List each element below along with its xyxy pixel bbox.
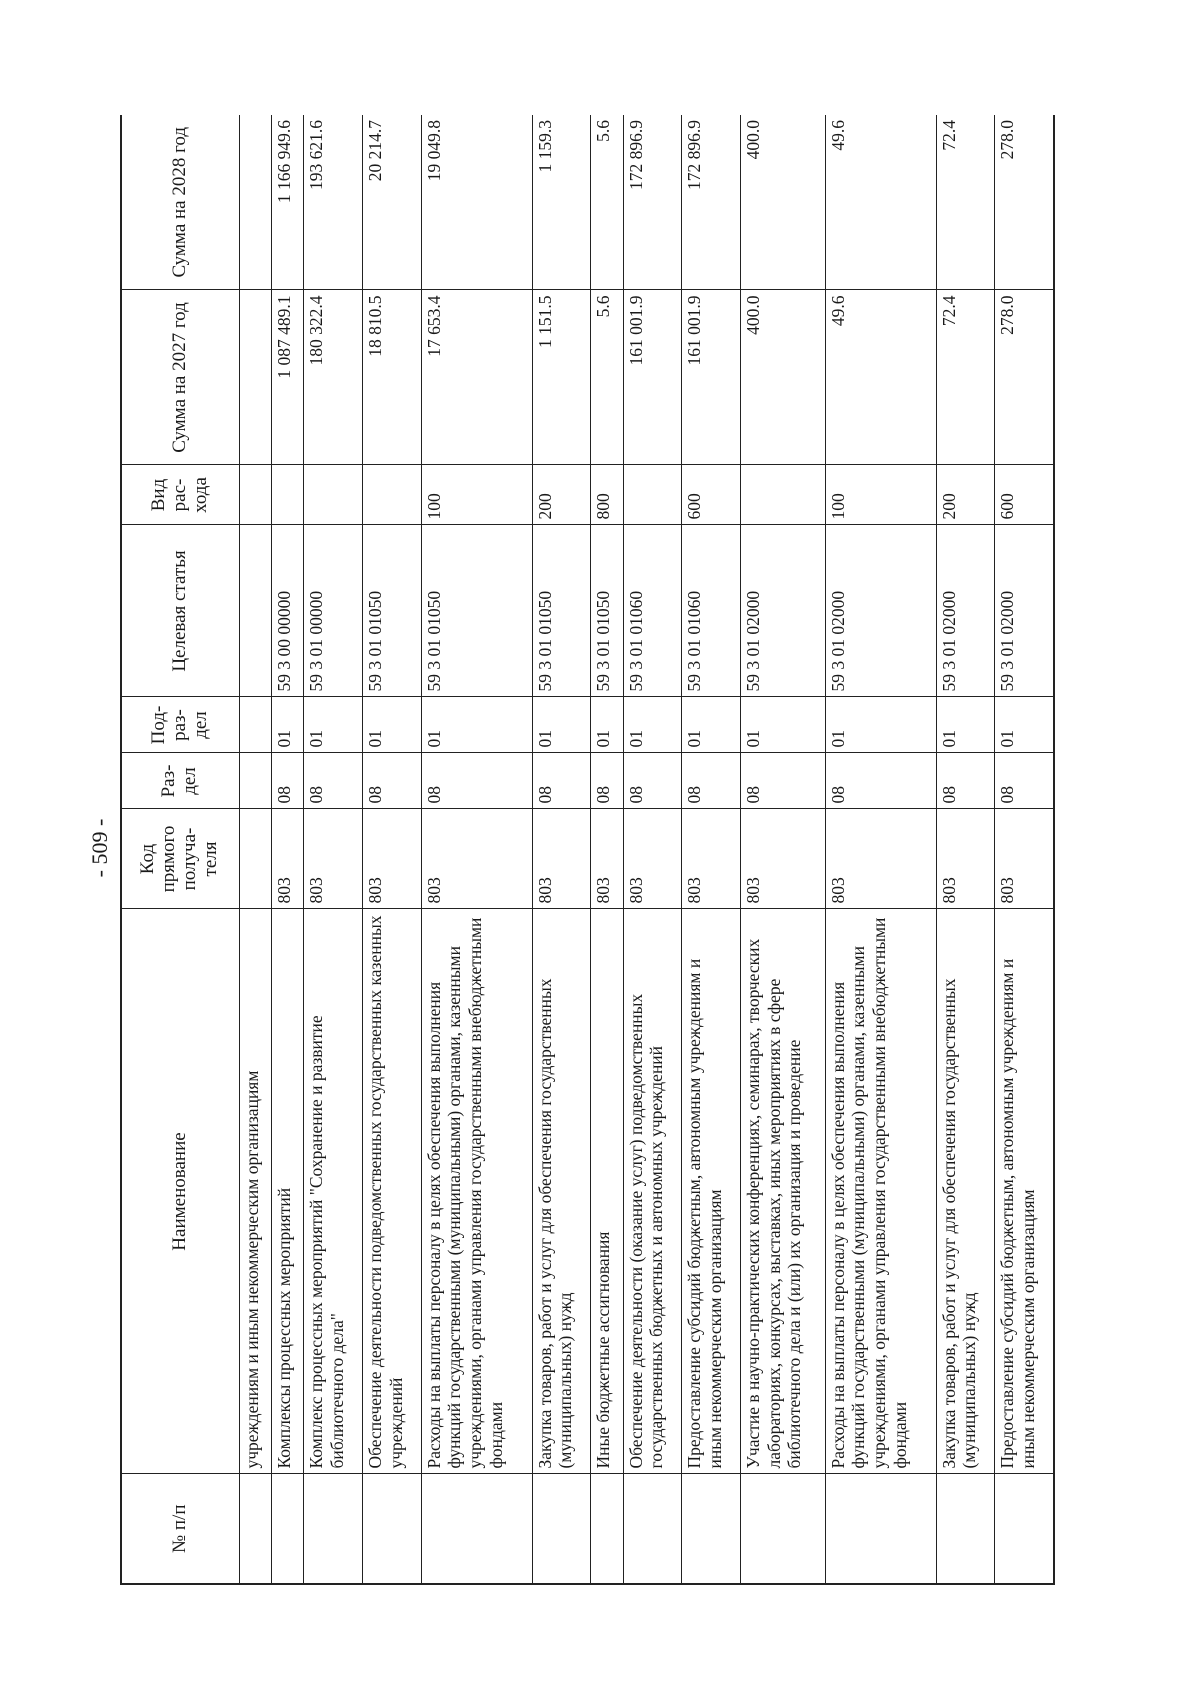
cell-num [304, 1474, 363, 1584]
cell-sum-2027: 17 653.4 [421, 290, 532, 465]
cell-expense: 600 [995, 465, 1054, 525]
rotated-content [120, 115, 1055, 1585]
table-row [740, 115, 825, 1584]
cell-recipient: 803 [682, 809, 741, 909]
cell-sum-2028: 1 159.3 [532, 115, 591, 290]
header-expense: Вид рас-хода [121, 465, 239, 525]
cell-sum-2027 [239, 290, 271, 465]
cell-sum-2027: 5.6 [591, 290, 623, 465]
cell-subsection: 01 [740, 697, 825, 753]
cell-expense: 200 [936, 465, 995, 525]
cell-subsection: 01 [591, 697, 623, 753]
cell-recipient: 803 [532, 809, 591, 909]
cell-recipient: 803 [623, 809, 682, 909]
cell-target [239, 525, 271, 697]
cell-name: Обеспечение деятельности (оказание услуг) подведомственных государственных бюджетных и автономных учреждений [623, 909, 682, 1474]
cell-target: 59 3 01 01060 [623, 525, 682, 697]
cell-target: 59 3 00 00000 [271, 525, 303, 697]
header-num: № п/п [121, 1474, 239, 1584]
cell-subsection: 01 [682, 697, 741, 753]
cell-expense: 600 [682, 465, 741, 525]
cell-num [682, 1474, 741, 1584]
cell-section: 08 [363, 753, 422, 809]
cell-num [623, 1474, 682, 1584]
cell-section: 08 [740, 753, 825, 809]
cell-recipient: 803 [304, 809, 363, 909]
cell-subsection: 01 [936, 697, 995, 753]
cell-sum-2028: 1 166 949.6 [271, 115, 303, 290]
table-row [363, 115, 422, 1584]
cell-sum-2027: 1 151.5 [532, 290, 591, 465]
cell-sum-2027: 49.6 [825, 290, 936, 465]
cell-recipient [239, 809, 271, 909]
cell-num [239, 1474, 271, 1584]
cell-name: Расходы на выплаты персоналу в целях обеспечения выполнения функций государственными (муниципальными) органами, казенными учреждениями, органами управления государственными внебюджетными фондами [421, 909, 532, 1474]
cell-num [421, 1474, 532, 1584]
budget-table [120, 115, 1055, 1585]
cell-num [363, 1474, 422, 1584]
cell-name: Участие в научно-практических конференциях, семинарах, творческих лабораториях, конкурсах, выставках, иных мероприятиях в сфере библиотечного дела и (или) их организация и проведение [740, 909, 825, 1474]
cell-target: 59 3 01 01050 [591, 525, 623, 697]
cell-name: Закупка товаров, работ и услуг для обеспечения государственных (муниципальных) нужд [532, 909, 591, 1474]
cell-subsection: 01 [304, 697, 363, 753]
cell-section: 08 [623, 753, 682, 809]
cell-sum-2027: 18 810.5 [363, 290, 422, 465]
header-sum-2028: Сумма на 2028 год [121, 115, 239, 290]
cell-sum-2028: 172 896.9 [623, 115, 682, 290]
cell-section: 08 [825, 753, 936, 809]
cell-section [239, 753, 271, 809]
cell-target: 59 3 01 00000 [304, 525, 363, 697]
cell-num [740, 1474, 825, 1584]
cell-expense: 100 [421, 465, 532, 525]
cell-recipient: 803 [740, 809, 825, 909]
cell-num [271, 1474, 303, 1584]
cell-expense: 200 [532, 465, 591, 525]
table-row [421, 115, 532, 1584]
cell-name: Расходы на выплаты персоналу в целях обеспечения выполнения функций государственными (муниципальными) органами, казенными учреждениями, органами управления государственными внебюджетными фондами [825, 909, 936, 1474]
header-subsection: Под-раз-дел [121, 697, 239, 753]
cell-subsection: 01 [623, 697, 682, 753]
cell-target: 59 3 01 02000 [825, 525, 936, 697]
cell-expense [304, 465, 363, 525]
cell-subsection: 01 [271, 697, 303, 753]
cell-subsection: 01 [995, 697, 1054, 753]
header-recipient: Код прямого получа-теля [121, 809, 239, 909]
cell-target: 59 3 01 01050 [363, 525, 422, 697]
cell-num [995, 1474, 1054, 1584]
cell-sum-2028: 172 896.9 [682, 115, 741, 290]
cell-name: Комплекс процессных мероприятий "Сохранение и развитие библиотечного дела" [304, 909, 363, 1474]
cell-expense [271, 465, 303, 525]
header-name: Наименование [121, 909, 239, 1474]
table-row [623, 115, 682, 1584]
cell-subsection: 01 [363, 697, 422, 753]
cell-recipient: 803 [591, 809, 623, 909]
cell-name: Предоставление субсидий бюджетным, автономным учреждениям и иным некоммерческим организациям [995, 909, 1054, 1474]
table-row [995, 115, 1054, 1584]
cell-subsection [239, 697, 271, 753]
header-section: Раз-дел [121, 753, 239, 809]
table-row [304, 115, 363, 1584]
table-row [239, 115, 271, 1584]
page-number: - 509 - [87, 818, 112, 878]
cell-sum-2028: 49.6 [825, 115, 936, 290]
cell-expense: 800 [591, 465, 623, 525]
header-row [121, 115, 239, 1584]
cell-sum-2027: 161 001.9 [682, 290, 741, 465]
cell-sum-2028: 5.6 [591, 115, 623, 290]
cell-subsection: 01 [825, 697, 936, 753]
cell-subsection: 01 [532, 697, 591, 753]
cell-sum-2028: 72.4 [936, 115, 995, 290]
cell-name: Предоставление субсидий бюджетным, автономным учреждениям и иным некоммерческим организациям [682, 909, 741, 1474]
cell-recipient: 803 [421, 809, 532, 909]
cell-expense [363, 465, 422, 525]
cell-name: Обеспечение деятельности подведомственных государственных казенных учреждений [363, 909, 422, 1474]
cell-section: 08 [591, 753, 623, 809]
cell-target: 59 3 01 02000 [936, 525, 995, 697]
cell-recipient: 803 [995, 809, 1054, 909]
table-row [271, 115, 303, 1584]
cell-recipient: 803 [363, 809, 422, 909]
cell-section: 08 [421, 753, 532, 809]
cell-sum-2028: 278.0 [995, 115, 1054, 290]
cell-sum-2027: 161 001.9 [623, 290, 682, 465]
cell-expense [623, 465, 682, 525]
cell-sum-2028: 193 621.6 [304, 115, 363, 290]
table-row [532, 115, 591, 1584]
cell-recipient: 803 [271, 809, 303, 909]
cell-section: 08 [995, 753, 1054, 809]
cell-expense: 100 [825, 465, 936, 525]
cell-sum-2027: 180 322.4 [304, 290, 363, 465]
table-body [239, 115, 1054, 1584]
cell-num [591, 1474, 623, 1584]
cell-sum-2027: 72.4 [936, 290, 995, 465]
cell-sum-2028: 20 214.7 [363, 115, 422, 290]
cell-target: 59 3 01 02000 [740, 525, 825, 697]
cell-name: Иные бюджетные ассигнования [591, 909, 623, 1474]
cell-recipient: 803 [825, 809, 936, 909]
cell-target: 59 3 01 01050 [532, 525, 591, 697]
cell-name: учреждениям и иным некоммерческим организациям [239, 909, 271, 1474]
cell-section: 08 [936, 753, 995, 809]
cell-subsection: 01 [421, 697, 532, 753]
cell-sum-2027: 1 087 489.1 [271, 290, 303, 465]
table-row [591, 115, 623, 1584]
cell-sum-2027: 400.0 [740, 290, 825, 465]
cell-num [532, 1474, 591, 1584]
cell-sum-2027: 278.0 [995, 290, 1054, 465]
header-sum-2027: Сумма на 2027 год [121, 290, 239, 465]
rotated-table-area [120, 115, 1055, 1585]
cell-recipient: 803 [936, 809, 995, 909]
cell-name: Закупка товаров, работ и услуг для обеспечения государственных (муниципальных) нужд [936, 909, 995, 1474]
cell-num [825, 1474, 936, 1584]
cell-sum-2028 [239, 115, 271, 290]
cell-sum-2028: 19 049.8 [421, 115, 532, 290]
table-row [825, 115, 936, 1584]
cell-section: 08 [682, 753, 741, 809]
table-row [936, 115, 995, 1584]
cell-target: 59 3 01 01050 [421, 525, 532, 697]
cell-expense [239, 465, 271, 525]
cell-section: 08 [271, 753, 303, 809]
cell-expense [740, 465, 825, 525]
cell-name: Комплексы процессных мероприятий [271, 909, 303, 1474]
cell-target: 59 3 01 01060 [682, 525, 741, 697]
cell-sum-2028: 400.0 [740, 115, 825, 290]
header-target: Целевая статья [121, 525, 239, 697]
cell-section: 08 [304, 753, 363, 809]
table-row [682, 115, 741, 1584]
cell-num [936, 1474, 995, 1584]
cell-target: 59 3 01 02000 [995, 525, 1054, 697]
cell-section: 08 [532, 753, 591, 809]
